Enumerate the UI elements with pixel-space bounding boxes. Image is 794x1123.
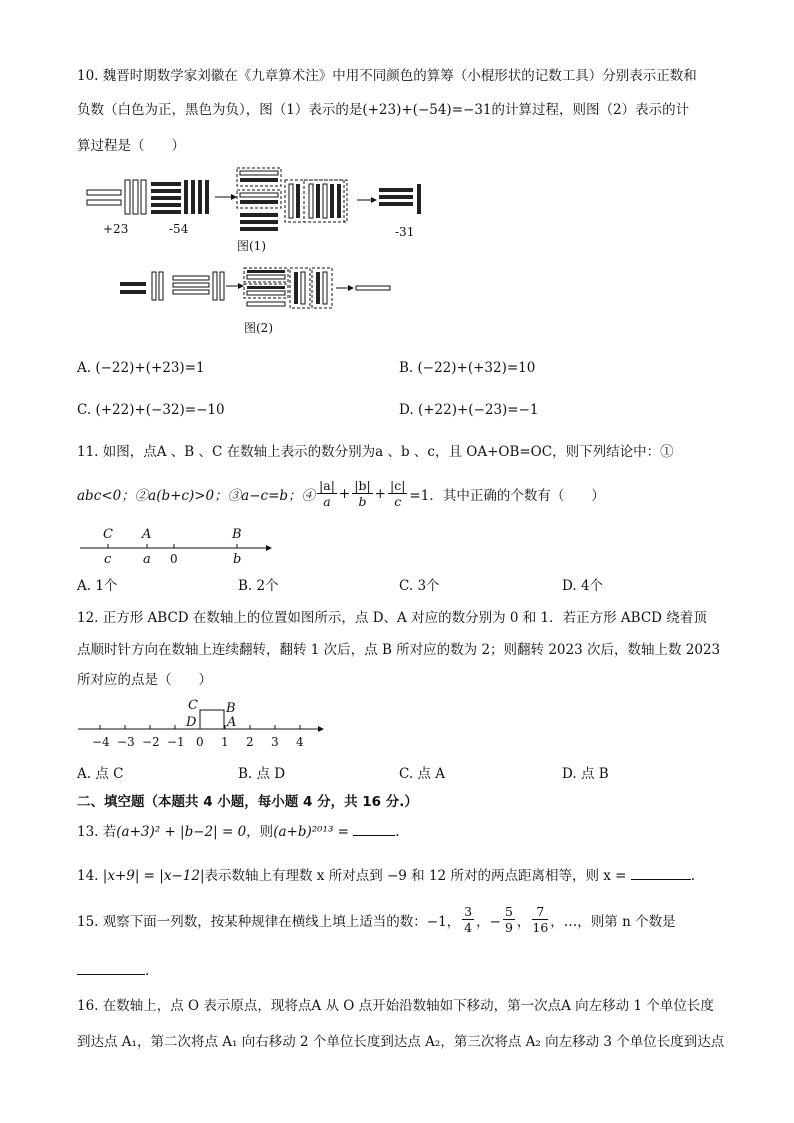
fig1-label-plus23: +23	[103, 222, 129, 236]
q10-expression: (+23)+(−54)=−31	[362, 102, 492, 118]
q14-expression: |x+9| = |x−12|	[102, 868, 205, 884]
q10-line3: 算过程是（ ）	[77, 138, 185, 154]
q11-option-d[interactable]	[562, 574, 603, 594]
fig1-caption: 图(1)	[237, 239, 266, 253]
fraction-b: $\frac{|b|}{b}$	[354, 478, 371, 509]
fig1-label-minus54: -54	[169, 222, 189, 236]
square-label-B: B	[226, 701, 236, 716]
option-letter: B.	[238, 578, 253, 594]
q11-line2-text-b: =1．其中正确的个数有（ ）	[409, 487, 605, 504]
option-letter: C.	[399, 578, 414, 594]
option-text: 点 B	[580, 766, 609, 782]
q12-line2: 点顺时针方向在数轴上连续翻转，翻转 1 次后，点 B 所对应的数为 2；则翻转 2023 次后，数轴上数 2023	[77, 642, 721, 658]
q10-option-a[interactable]	[77, 360, 205, 376]
option-text: (−22)+(+23)=1	[95, 360, 205, 376]
option-letter: D.	[562, 766, 577, 782]
counting-rods-figure-1	[85, 166, 425, 256]
q14-text: 表示数轴上有理数 x 所对点到 −9 和 12 所对的两点距离相等，则 x =	[204, 868, 627, 884]
q10-line2-text-b: 的计算过程，则图（2）表示的计	[491, 102, 690, 118]
q13-period: .	[395, 824, 400, 840]
option-letter: C.	[77, 402, 92, 418]
q11-option-b[interactable]	[238, 574, 279, 594]
q15-fraction-1: $\frac{3}{4}$	[464, 904, 473, 935]
q13-prefix: 13. 若	[77, 824, 117, 840]
option-letter: D.	[399, 402, 414, 418]
q15-answer-line	[77, 960, 149, 979]
option-text: 点 C	[95, 766, 124, 782]
q10-line2-text-a: 负数（白色为正，黑色为负），图（1）表示的是	[77, 102, 363, 118]
q14-line	[77, 864, 695, 884]
q16-line2: 到达点 A₁，第二次将点 A₁ 向右移动 2 个单位长度到达点 A₂，第三次将点 A₂ 向左移动 3 个单位长度到达点	[77, 1034, 725, 1050]
counting-rods-figure-2	[118, 266, 398, 346]
plus-sign: +	[338, 485, 351, 502]
plus-sign: +	[374, 485, 386, 502]
square-label-D: D	[186, 715, 197, 730]
q15-prefix: 15. 观察下面一列数，按某种规律在横线上填上适当的数：−1，	[77, 913, 461, 930]
option-letter: A.	[77, 766, 92, 782]
q13-expression-2: (a+b)²⁰¹³ =	[273, 824, 349, 840]
q13-middle: ，则	[246, 824, 274, 840]
q11-line2-text-a: abc<0；②a(b+c)>0；③a−c=b；④	[77, 487, 316, 504]
fraction-c: $\frac{|c|}{c}$	[389, 478, 406, 509]
tick-label: −2	[142, 735, 160, 749]
q13-expression: (a+3)² + |b−2| = 0	[116, 824, 247, 840]
option-text: (−22)+(+32)=10	[417, 360, 536, 376]
option-letter: C.	[399, 766, 414, 782]
q15-answer-blank[interactable]	[77, 960, 145, 975]
q12-option-c[interactable]	[399, 762, 445, 782]
square-label-A: A	[227, 715, 237, 730]
option-letter: D.	[562, 578, 577, 594]
axis-label-A: A	[142, 527, 152, 542]
q13-answer-blank[interactable]	[353, 821, 395, 836]
option-letter: B.	[238, 766, 253, 782]
q15-fraction-3: $\frac{7}{16}$	[532, 904, 549, 935]
q10-line1: 10. 魏晋时期数学家刘徽在《九章算术注》中用不同颜色的算筹（小棍形状的记数工具）分别表示正数和	[77, 68, 697, 84]
q14-answer-blank[interactable]	[631, 865, 691, 880]
option-letter: A.	[77, 360, 92, 376]
tick-label: 2	[246, 735, 254, 749]
option-text: 2个	[256, 578, 279, 594]
q15-separator: ，−	[476, 913, 501, 930]
option-text: (+22)+(−23)=−1	[417, 402, 539, 418]
q15-period: .	[145, 963, 150, 979]
axis-value-a: a	[143, 552, 151, 567]
axis-value-0: 0	[170, 552, 178, 566]
tick-label: 4	[296, 735, 304, 749]
q14-number: 14.	[77, 868, 99, 884]
option-text: 点 D	[256, 766, 286, 782]
axis-value-b: b	[233, 552, 242, 567]
square-abcd	[200, 710, 224, 729]
q11-line1: 11. 如图，点A 、B 、C 在数轴上表示的数分别为a 、b 、c，且 OA+OB=OC，则下列结论中：①	[77, 444, 674, 460]
tick-label: 0	[196, 735, 204, 749]
q12-option-d[interactable]	[562, 762, 609, 782]
q10-option-c[interactable]	[77, 402, 225, 418]
q12-number-line	[78, 696, 338, 756]
axis-label-C: C	[103, 527, 113, 542]
q12-option-b[interactable]	[238, 762, 285, 782]
section-heading: 二、填空题（本题共 4 小题，每小题 4 分，共 16 分.）	[77, 794, 418, 810]
option-letter: A.	[77, 578, 92, 594]
option-text: 4个	[580, 578, 604, 594]
q14-period: .	[690, 868, 696, 884]
q10-option-b[interactable]	[399, 360, 535, 376]
fig2-caption: 图(2)	[244, 321, 273, 335]
fraction-a: $\frac{|a|}{a}$	[319, 478, 335, 509]
q12-option-a[interactable]	[77, 762, 123, 782]
q10-option-d[interactable]	[399, 402, 539, 418]
q15-fraction-2: $\frac{5}{9}$	[504, 904, 513, 935]
q12-line3: 所对应的点是（ ）	[77, 672, 212, 688]
option-letter: B.	[399, 360, 414, 376]
tick-label: −4	[92, 735, 110, 749]
axis-value-c: c	[104, 552, 112, 567]
option-text: (+22)+(−32)=−10	[95, 402, 225, 418]
q13-line	[77, 820, 400, 840]
fig1-label-minus31: -31	[395, 225, 415, 239]
q15-suffix: ，…，则第 n 个数是	[550, 913, 676, 930]
q11-number-line	[80, 526, 280, 570]
q12-line1: 12. 正方形 ABCD 在数轴上的位置如图所示，点 D、A 对应的数分别为 0 和 1．若正方形 ABCD 绕着顶	[77, 610, 707, 626]
q10-line2	[77, 98, 689, 118]
tick-label: −1	[167, 735, 185, 749]
axis-label-B: B	[232, 527, 242, 542]
tick-label: 1	[221, 735, 229, 749]
q15-line	[77, 904, 676, 935]
q11-option-a[interactable]	[77, 574, 117, 594]
tick-label: −3	[117, 735, 135, 749]
option-text: 3个	[417, 578, 440, 594]
tick-label: 3	[271, 735, 279, 749]
q11-line2	[77, 478, 605, 509]
option-text: 1个	[95, 578, 118, 594]
q15-separator: ，	[516, 913, 531, 930]
option-text: 点 A	[417, 766, 445, 782]
q11-option-c[interactable]	[399, 574, 440, 594]
square-label-C: C	[188, 698, 198, 713]
q16-line1: 16. 在数轴上，点 O 表示原点，现将点A 从 O 点开始沿数轴如下移动，第一次点A 向左移动 1 个单位长度	[77, 998, 714, 1014]
